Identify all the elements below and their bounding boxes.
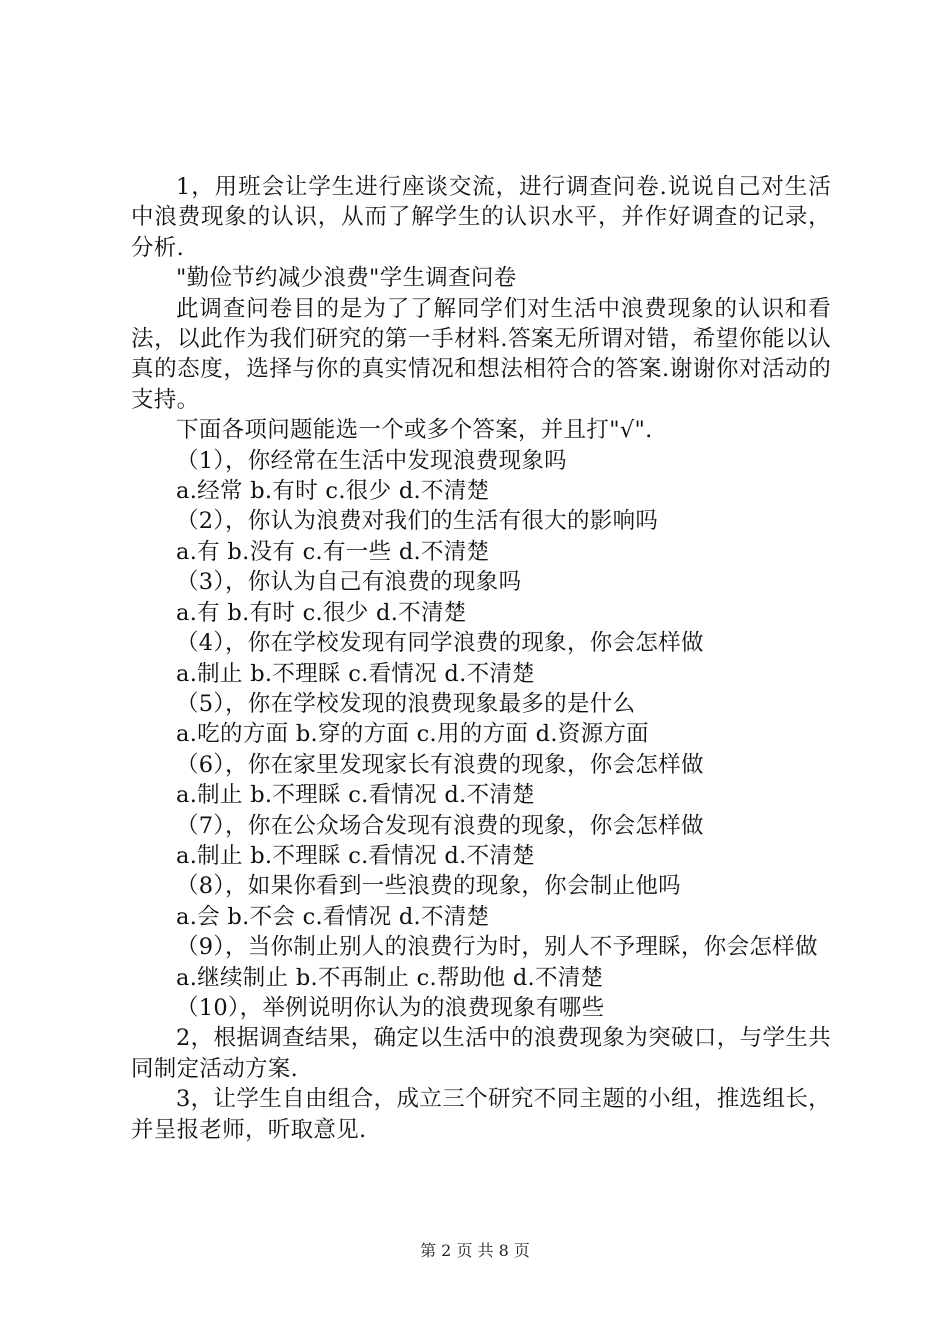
survey-intro: 此调查问卷目的是为了了解同学们对生活中浪费现象的认识和看法，以此作为我们研究的第一手材料.答案无所谓对错，希望你能以认真的态度，选择与你的真实情况和想法相符合的答案.谢谢你对活动的支持。: [131, 295, 831, 413]
answer-options-8: a.会 b.不会 c.看情况 d.不清楚: [176, 903, 490, 930]
question-8: （8），如果你看到一些浪费的现象，你会制止他吗: [176, 873, 681, 900]
document-body: [131, 172, 831, 1145]
answer-options-5: a.吃的方面 b.穿的方面 c.用的方面 d.资源方面: [176, 721, 649, 748]
survey-instruction: 下面各项问题能选一个或多个答案，并且打"√".: [176, 417, 653, 444]
question-6: （6），你在家里发现家长有浪费的现象，你会怎样做: [176, 751, 704, 778]
question-1: （1），你经常在生活中发现浪费现象吗: [176, 447, 567, 474]
question-2: （2），你认为浪费对我们的生活有很大的影响吗: [176, 508, 659, 535]
answer-options-3: a.有 b.有时 c.很少 d.不清楚: [176, 599, 467, 626]
question-4: （4），你在学校发现有同学浪费的现象，你会怎样做: [176, 630, 704, 657]
question-3: （3），你认为自己有浪费的现象吗: [176, 569, 522, 596]
survey-title: "勤俭节约减少浪费"学生调查问卷: [176, 265, 517, 292]
answer-options-4: a.制止 b.不理睬 c.看情况 d.不清楚: [176, 660, 535, 687]
paragraph-step-3: 3，让学生自由组合，成立三个研究不同主题的小组，推选组长，并呈报老师，听取意见.: [131, 1086, 831, 1143]
question-10: （10），举例说明你认为的浪费现象有哪些: [176, 994, 605, 1021]
answer-options-9: a.继续制止 b.不再制止 c.帮助他 d.不清楚: [176, 964, 604, 991]
question-5: （5），你在学校发现的浪费现象最多的是什么: [176, 690, 636, 717]
question-9: （9），当你制止别人的浪费行为时，别人不予理睬，你会怎样做: [176, 934, 818, 961]
question-7: （7），你在公众场合发现有浪费的现象，你会怎样做: [176, 812, 704, 839]
answer-options-1: a.经常 b.有时 c.很少 d.不清楚: [176, 478, 490, 505]
answer-options-7: a.制止 b.不理睬 c.看情况 d.不清楚: [176, 842, 535, 869]
answer-options-2: a.有 b.没有 c.有一些 d.不清楚: [176, 538, 490, 565]
page-footer: 第 2 页 共 8 页: [420, 1241, 530, 1260]
paragraph-step-2: 2，根据调查结果，确定以生活中的浪费现象为突破口，与学生共同制定活动方案.: [131, 1025, 831, 1082]
answer-options-6: a.制止 b.不理睬 c.看情况 d.不清楚: [176, 782, 535, 809]
paragraph-step-1: 1，用班会让学生进行座谈交流，进行调查问卷.说说自己对生活中浪费现象的认识，从而了解学生的认识水平，并作好调查的记录，分析.: [131, 174, 831, 261]
